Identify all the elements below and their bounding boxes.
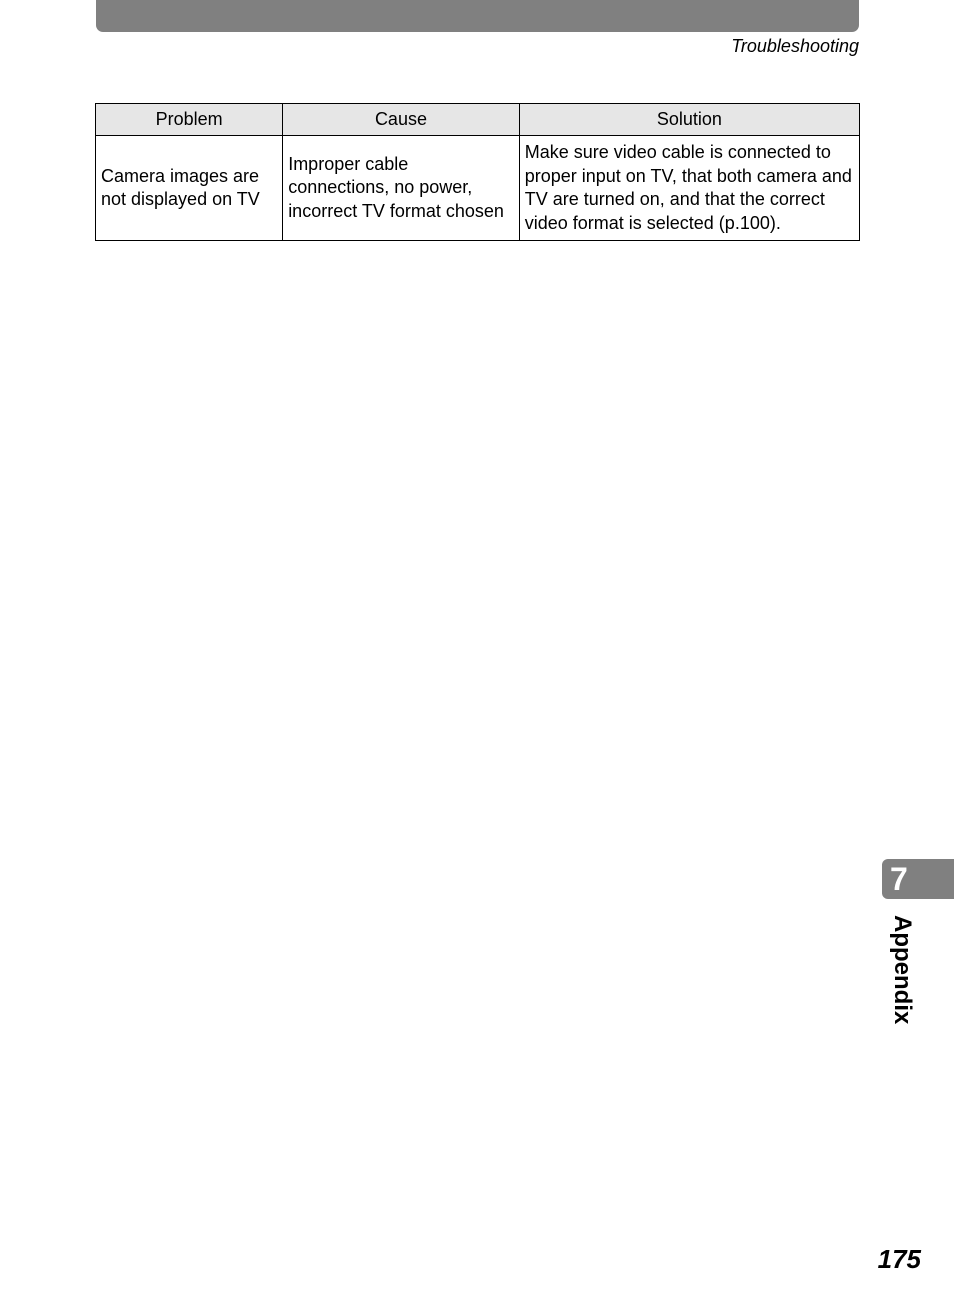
chapter-label: Appendix bbox=[889, 915, 916, 1025]
solution-cell: Make sure video cable is connected to proper input on TV, that both camera and TV are turned on, and that the correct video format is selected (p.100). bbox=[519, 136, 859, 241]
column-header-cause: Cause bbox=[283, 104, 520, 136]
section-title: Troubleshooting bbox=[731, 36, 859, 56]
page-number: 175 bbox=[877, 1244, 921, 1274]
troubleshooting-table bbox=[95, 103, 860, 241]
table-header-row bbox=[96, 104, 860, 136]
column-header-solution: Solution bbox=[519, 104, 859, 136]
header-bar bbox=[96, 0, 859, 32]
cause-cell: Improper cable connections, no power, incorrect TV format chosen bbox=[283, 136, 520, 241]
problem-cell: Camera images are not displayed on TV bbox=[96, 136, 283, 241]
column-header-problem: Problem bbox=[96, 104, 283, 136]
chapter-tab bbox=[882, 859, 954, 899]
chapter-number: 7 bbox=[890, 861, 908, 897]
table-row bbox=[96, 136, 860, 241]
